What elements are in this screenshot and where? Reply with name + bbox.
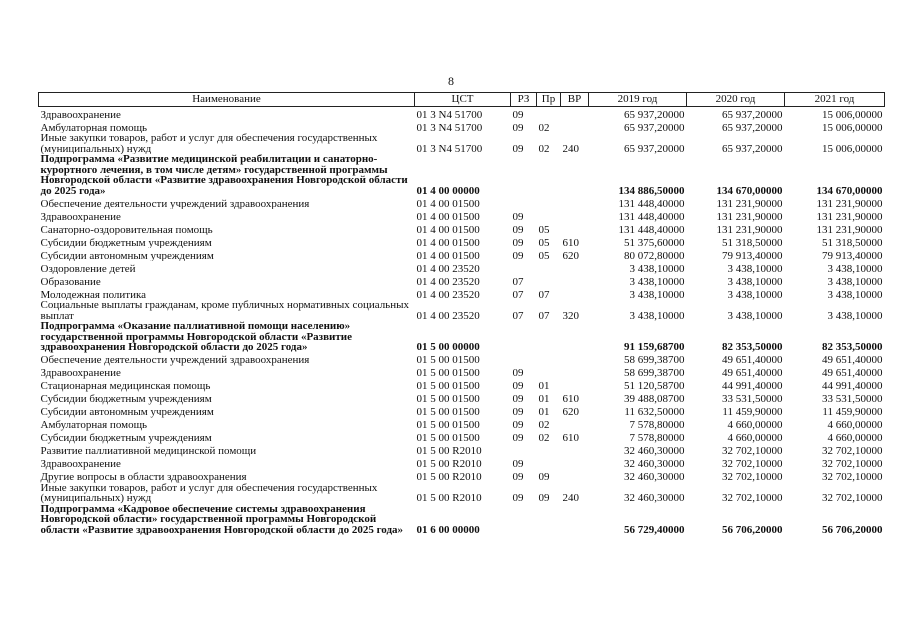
cell-2020: 131 231,90000: [716, 197, 783, 209]
table-row: [39, 222, 885, 235]
cell-name: Субсидии бюджетным учреждениям: [40, 432, 212, 444]
cell-vr: 610: [562, 236, 579, 248]
table-row: [39, 154, 885, 196]
cell-cst: 01 4 00 00000: [416, 184, 480, 196]
cell-cst: 01 3 N4 51700: [416, 108, 483, 120]
cell-rz: 09: [512, 393, 524, 405]
cell-pr: 02: [538, 121, 550, 133]
table-row: [39, 353, 885, 366]
cell-vr: [561, 504, 589, 536]
cell-rz: 07: [512, 275, 524, 287]
table-row: [39, 133, 885, 154]
cell-rz: 09: [512, 458, 524, 470]
cell-2021: 15 006,00000: [822, 108, 883, 120]
cell-cst: 01 5 00 R2010: [416, 458, 482, 470]
cell-2021: 4 660,00000: [827, 432, 883, 444]
cell-2020: 131 231,90000: [716, 223, 783, 235]
cell-2020: 4 660,00000: [727, 432, 783, 444]
cell-vr: [561, 470, 589, 483]
cell-2019: 7 578,80000: [629, 419, 685, 431]
cell-cst: 01 4 00 01500: [416, 236, 480, 248]
cell-cst: 01 3 N4 51700: [416, 142, 483, 154]
cell-pr: 09: [538, 492, 550, 504]
cell-pr: 05: [538, 236, 550, 248]
cell-2021: 32 702,10000: [822, 445, 883, 457]
cell-name: Молодежная политика: [40, 288, 147, 300]
cell-2020: 65 937,20000: [722, 121, 783, 133]
table-row: [39, 366, 885, 379]
cell-cst: 01 5 00 01500: [416, 419, 480, 431]
cell-rz: 09: [512, 249, 524, 261]
cell-vr: [561, 154, 589, 196]
cell-2019: 39 488,08700: [624, 393, 685, 405]
cell-vr: 320: [562, 309, 579, 321]
cell-2019: 3 438,10000: [629, 288, 685, 300]
table-row: [39, 287, 885, 300]
cell-cst: 01 5 00 R2010: [416, 492, 482, 504]
cell-pr: [537, 504, 561, 536]
cell-2019: 58 699,38700: [624, 354, 685, 366]
cell-vr: [561, 261, 589, 274]
cell-pr: [537, 444, 561, 457]
table-row: [39, 235, 885, 248]
cell-2019: 32 460,30000: [624, 471, 685, 483]
cell-vr: [561, 209, 589, 222]
table-row: [39, 274, 885, 287]
cell-2019: 134 886,50000: [618, 184, 685, 196]
cell-name: Образование: [40, 275, 101, 287]
cell-name: Субсидии бюджетным учреждениям: [40, 393, 212, 405]
table-row: [39, 107, 885, 121]
cell-name: Подпрограмма «Оказание паллиативной помощи населению» государственной программы Новгородской области «Развитие здравоохранения Новгородской области до 2025 года»: [40, 321, 352, 353]
table-row: [39, 321, 885, 353]
cell-2021: 51 318,50000: [822, 236, 883, 248]
cell-name: Подпрограмма «Кадровое обеспечение системы здравоохранения Новгородской области» государственной программы Новгородской области «Развитие здравоохранения Новгородской области до 2025 года»: [40, 503, 404, 535]
cell-2019: 3 438,10000: [629, 309, 685, 321]
cell-2021: 134 670,00000: [816, 184, 883, 196]
table-row: [39, 444, 885, 457]
cell-rz: 09: [512, 210, 524, 222]
cell-2020: 131 231,90000: [716, 210, 783, 222]
table-row: [39, 392, 885, 405]
cell-2019: 131 448,40000: [618, 210, 685, 222]
table-row: [39, 504, 885, 536]
cell-vr: 240: [562, 142, 579, 154]
budget-table: [38, 92, 885, 535]
cell-name: Оздоровление детей: [40, 262, 136, 274]
cell-pr: 01: [538, 406, 550, 418]
cell-2021: 49 651,40000: [822, 367, 883, 379]
cell-name: Здравоохранение: [40, 458, 121, 470]
cell-name: Субсидии автономным учреждениям: [40, 249, 214, 261]
cell-cst: 01 5 00 01500: [416, 393, 480, 405]
header-name: Наименование: [39, 93, 415, 107]
cell-2020: 32 702,10000: [722, 471, 783, 483]
cell-vr: [561, 379, 589, 392]
cell-2019: 65 937,20000: [624, 108, 685, 120]
cell-2021: 32 702,10000: [822, 492, 883, 504]
cell-2019: 91 159,68700: [624, 341, 685, 353]
table-row: [39, 300, 885, 321]
cell-2019: 32 460,30000: [624, 458, 685, 470]
cell-name: Социальные выплаты гражданам, кроме публичных нормативных социальных выплат: [40, 300, 409, 321]
cell-vr: [561, 321, 589, 353]
table-row: [39, 483, 885, 504]
cell-2019: 131 448,40000: [618, 197, 685, 209]
cell-2019: 32 460,30000: [624, 492, 685, 504]
cell-2021: 56 706,20000: [822, 523, 883, 535]
cell-name: Обеспечение деятельности учреждений здравоохранения: [40, 354, 310, 366]
cell-2019: 56 729,40000: [624, 523, 685, 535]
table-row: [39, 209, 885, 222]
table-header: [39, 93, 885, 107]
cell-2019: 58 699,38700: [624, 367, 685, 379]
cell-pr: 07: [538, 288, 550, 300]
cell-2020: 33 531,50000: [722, 393, 783, 405]
cell-vr: [561, 107, 589, 121]
cell-pr: 02: [538, 432, 550, 444]
cell-name: Иные закупки товаров, работ и услуг для обеспечения государственных (муниципальных) нужд: [40, 133, 378, 154]
page-number: 8: [448, 74, 454, 88]
header-cst: ЦСТ: [415, 93, 511, 107]
cell-2021: 3 438,10000: [827, 309, 883, 321]
cell-2020: 49 651,40000: [722, 367, 783, 379]
cell-rz: [511, 353, 537, 366]
cell-name: Санаторно-оздоровительная помощь: [40, 223, 213, 235]
cell-name: Субсидии бюджетным учреждениям: [40, 236, 212, 248]
cell-2020: 65 937,20000: [722, 108, 783, 120]
cell-cst: 01 4 00 23520: [416, 262, 480, 274]
cell-2020: 44 991,40000: [722, 380, 783, 392]
cell-2020: 32 702,10000: [722, 492, 783, 504]
cell-2020: 134 670,00000: [716, 184, 783, 196]
cell-rz: 09: [512, 121, 524, 133]
cell-cst: 01 4 00 01500: [416, 223, 480, 235]
cell-2020: 49 651,40000: [722, 354, 783, 366]
cell-cst: 01 5 00 01500: [416, 367, 480, 379]
cell-cst: 01 5 00 01500: [416, 354, 480, 366]
cell-2019: 51 375,60000: [624, 236, 685, 248]
cell-rz: [511, 321, 537, 353]
cell-name: Здравоохранение: [40, 108, 121, 120]
cell-2021: 82 353,50000: [822, 341, 883, 353]
cell-2019: 11 632,50000: [624, 406, 685, 418]
cell-2019: 7 578,80000: [629, 432, 685, 444]
cell-2021: 49 651,40000: [822, 354, 883, 366]
cell-pr: 07: [538, 309, 550, 321]
cell-cst: 01 3 N4 51700: [416, 121, 483, 133]
cell-rz: [511, 504, 537, 536]
cell-2020: 51 318,50000: [722, 236, 783, 248]
cell-pr: [537, 457, 561, 470]
header-pr: Пр: [537, 93, 561, 107]
cell-cst: 01 5 00 01500: [416, 406, 480, 418]
cell-2021: 131 231,90000: [816, 210, 883, 222]
cell-vr: 610: [562, 432, 579, 444]
cell-rz: 09: [512, 367, 524, 379]
cell-name: Стационарная медицинская помощь: [40, 380, 211, 392]
header-2019: 2019 год: [589, 93, 687, 107]
cell-cst: 01 4 00 23520: [416, 288, 480, 300]
cell-pr: 01: [538, 393, 550, 405]
cell-2020: 56 706,20000: [722, 523, 783, 535]
cell-pr: [537, 154, 561, 196]
cell-2021: 3 438,10000: [827, 275, 883, 287]
header-rz: РЗ: [511, 93, 537, 107]
cell-pr: [537, 353, 561, 366]
cell-name: Другие вопросы в области здравоохранения: [40, 471, 247, 483]
cell-rz: 09: [512, 432, 524, 444]
cell-2020: 3 438,10000: [727, 288, 783, 300]
cell-vr: [561, 287, 589, 300]
cell-cst: 01 5 00 01500: [416, 432, 480, 444]
cell-pr: [537, 321, 561, 353]
cell-pr: 01: [538, 380, 550, 392]
cell-vr: [561, 120, 589, 133]
cell-cst: 01 4 00 01500: [416, 197, 480, 209]
cell-2020: 4 660,00000: [727, 419, 783, 431]
cell-vr: [561, 418, 589, 431]
cell-name: Подпрограмма «Развитие медицинской реабилитации и санаторно-курортного лечения, в том числе детям» государственной программы Новгородской области «Развитие здравоохранения Новгородской области до 2025 года»: [40, 154, 408, 196]
cell-pr: 05: [538, 223, 550, 235]
cell-rz: 09: [512, 471, 524, 483]
cell-vr: 610: [562, 393, 579, 405]
cell-2019: 3 438,10000: [629, 262, 685, 274]
table-row: [39, 120, 885, 133]
cell-vr: [561, 457, 589, 470]
table-row: [39, 248, 885, 261]
cell-2019: 65 937,20000: [624, 121, 685, 133]
table-row: [39, 457, 885, 470]
cell-rz: 09: [512, 108, 524, 120]
cell-2019: 51 120,58700: [624, 380, 685, 392]
cell-2021: 79 913,40000: [822, 249, 883, 261]
cell-2021: 11 459,90000: [822, 406, 883, 418]
cell-2020: 3 438,10000: [727, 275, 783, 287]
cell-2020: 3 438,10000: [727, 262, 783, 274]
table-row: [39, 405, 885, 418]
cell-cst: 01 5 00 01500: [416, 380, 480, 392]
cell-rz: 09: [512, 142, 524, 154]
cell-2021: 33 531,50000: [822, 393, 883, 405]
table-row: [39, 418, 885, 431]
cell-2020: 79 913,40000: [722, 249, 783, 261]
cell-rz: [511, 154, 537, 196]
cell-name: Здравоохранение: [40, 210, 121, 222]
cell-name: Обеспечение деятельности учреждений здравоохранения: [40, 197, 310, 209]
cell-2020: 65 937,20000: [722, 142, 783, 154]
cell-vr: [561, 366, 589, 379]
cell-cst: 01 4 00 23520: [416, 309, 480, 321]
table-row: [39, 470, 885, 483]
cell-vr: 240: [562, 492, 579, 504]
cell-name: Иные закупки товаров, работ и услуг для обеспечения государственных (муниципальных) нужд: [40, 482, 378, 504]
cell-name: Амбулаторная помощь: [40, 419, 148, 431]
cell-2019: 131 448,40000: [618, 223, 685, 235]
cell-cst: 01 5 00 00000: [416, 341, 480, 353]
cell-vr: [561, 196, 589, 209]
cell-pr: [537, 196, 561, 209]
table-body: [39, 107, 885, 536]
cell-2019: 65 937,20000: [624, 142, 685, 154]
cell-pr: [537, 107, 561, 121]
cell-2020: 3 438,10000: [727, 309, 783, 321]
table-row: [39, 196, 885, 209]
cell-2020: 82 353,50000: [722, 341, 783, 353]
cell-2021: 32 702,10000: [822, 458, 883, 470]
cell-vr: [561, 353, 589, 366]
cell-rz: 09: [512, 380, 524, 392]
cell-2019: 80 072,80000: [624, 249, 685, 261]
cell-vr: [561, 274, 589, 287]
table-row: [39, 261, 885, 274]
cell-pr: [537, 261, 561, 274]
cell-cst: 01 6 00 00000: [416, 523, 480, 535]
cell-name: Амбулаторная помощь: [40, 121, 148, 133]
cell-rz: 07: [512, 288, 524, 300]
table-row: [39, 379, 885, 392]
cell-rz: 07: [512, 309, 524, 321]
cell-2020: 32 702,10000: [722, 445, 783, 457]
cell-cst: 01 5 00 R2010: [416, 471, 482, 483]
cell-rz: [511, 444, 537, 457]
cell-2021: 4 660,00000: [827, 419, 883, 431]
cell-2019: 32 460,30000: [624, 445, 685, 457]
cell-name: Субсидии автономным учреждениям: [40, 406, 214, 418]
cell-cst: 01 4 00 01500: [416, 249, 480, 261]
cell-2020: 11 459,90000: [722, 406, 783, 418]
cell-cst: 01 4 00 01500: [416, 210, 480, 222]
cell-cst: 01 4 00 23520: [416, 275, 480, 287]
header-vr: ВР: [561, 93, 589, 107]
cell-pr: [537, 366, 561, 379]
cell-rz: [511, 196, 537, 209]
cell-rz: [511, 261, 537, 274]
cell-rz: 09: [512, 406, 524, 418]
cell-vr: [561, 444, 589, 457]
table-row: [39, 431, 885, 444]
cell-pr: [537, 274, 561, 287]
cell-2019: 3 438,10000: [629, 275, 685, 287]
cell-pr: 05: [538, 249, 550, 261]
cell-2021: 44 991,40000: [822, 380, 883, 392]
cell-2021: 3 438,10000: [827, 288, 883, 300]
cell-2021: 3 438,10000: [827, 262, 883, 274]
cell-name: Здравоохранение: [40, 367, 121, 379]
cell-pr: 02: [538, 142, 550, 154]
cell-name: Развитие паллиативной медицинской помощи: [40, 445, 257, 457]
cell-2021: 32 702,10000: [822, 471, 883, 483]
header-2021: 2021 год: [785, 93, 885, 107]
cell-vr: [561, 222, 589, 235]
cell-2021: 15 006,00000: [822, 121, 883, 133]
cell-pr: 02: [538, 419, 550, 431]
cell-pr: 09: [538, 471, 550, 483]
cell-vr: 620: [562, 406, 579, 418]
cell-2021: 131 231,90000: [816, 197, 883, 209]
cell-pr: [537, 209, 561, 222]
cell-2021: 131 231,90000: [816, 223, 883, 235]
cell-cst: 01 5 00 R2010: [416, 445, 482, 457]
cell-2020: 32 702,10000: [722, 458, 783, 470]
cell-rz: 09: [512, 223, 524, 235]
cell-rz: 09: [512, 492, 524, 504]
cell-vr: 620: [562, 249, 579, 261]
cell-rz: 09: [512, 419, 524, 431]
cell-2021: 15 006,00000: [822, 142, 883, 154]
cell-rz: 09: [512, 236, 524, 248]
header-2020: 2020 год: [687, 93, 785, 107]
